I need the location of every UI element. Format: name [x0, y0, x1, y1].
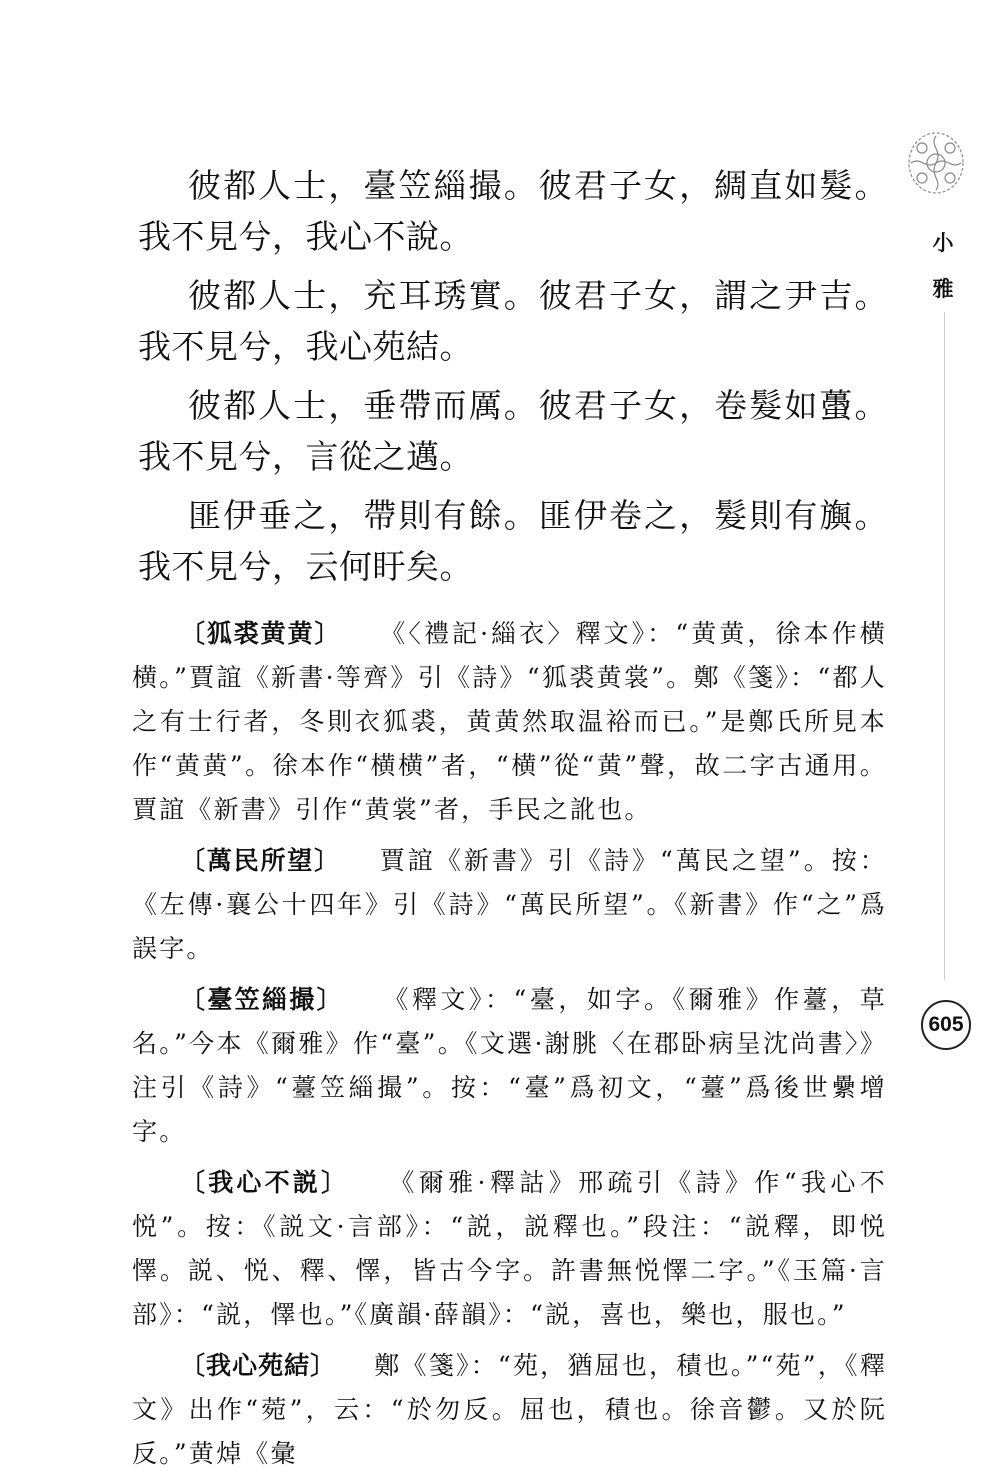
floral-ornament-icon — [905, 128, 967, 198]
note-term: 〔我心苑結〕 — [180, 1351, 337, 1380]
section-title-char: 小 — [932, 231, 954, 255]
poem-stanza: 彼都人士，垂帶而厲。彼君子女，卷髮如蠆。我不見兮，言從之邁。 — [138, 386, 888, 476]
page-number: 605 — [921, 1000, 971, 1050]
annotation-notes — [132, 612, 887, 1483]
note-text: 《〈禮記·緇衣〉釋文》：“黄黄，徐本作横横。”賈誼《新書·等齊》引《詩》“狐裘黄裳”。鄭《箋》：“都人之有士行者，冬則衣狐裘，黄黄然取温裕而已。”是鄭氏所見本作“黄黄”。徐本作“横横”者，“横”從“黄”聲，故二字古通用。賈誼《新書》引作“黄裳”者，手民之訛也。 — [132, 619, 887, 824]
note-text: 《爾雅·釋詁》邢疏引《詩》作“我心不悦”。按：《説文·言部》：“説，説釋也。”段注：“説釋，即悦懌。説、悦、釋、懌，皆古今字。許書無悦懌二字。”《玉篇·言部》：“説，懌也。”《廣韻·薛韻》：“説，喜也，樂也，服也。” — [132, 1168, 887, 1329]
poem-stanza: 彼都人士，臺笠緇撮。彼君子女，綢直如髮。我不見兮，我心不說。 — [138, 166, 888, 256]
section-title-vertical — [928, 220, 958, 312]
note-term: 〔狐裘黄黄〕 — [180, 619, 342, 648]
poem-stanza: 匪伊垂之，帶則有餘。匪伊卷之，髮則有旟。我不見兮，云何盱矣。 — [138, 496, 888, 586]
note-entry — [132, 978, 887, 1154]
section-title-char: 雅 — [932, 277, 954, 301]
note-term: 〔我心不説〕 — [180, 1168, 350, 1197]
note-term: 〔萬民所望〕 — [180, 846, 341, 875]
poem-text — [138, 160, 888, 600]
note-term: 〔臺笠緇撮〕 — [180, 985, 345, 1014]
note-entry — [132, 1344, 887, 1476]
margin-rule — [944, 312, 945, 980]
note-text: 《釋文》：“臺，如字。《爾雅》作薹，草名。”今本《爾雅》作“臺”。《文選·謝朓〈在郡卧病呈沈尚書〉》注引《詩》“薹笠緇撮”。按：“臺”爲初文，“薹”爲後世纍增字。 — [132, 985, 887, 1146]
poem-stanza: 彼都人士，充耳琇實。彼君子女，謂之尹吉。我不見兮，我心苑結。 — [138, 276, 888, 366]
note-entry — [132, 839, 887, 971]
note-text: 鄭《箋》：“苑，猶屈也，積也。”“苑”，《釋文》出作“菀”，云：“於勿反。屈也，積也。徐音鬱。又於阮反。”黄焯《彙 — [132, 1351, 887, 1468]
note-entry — [132, 1161, 887, 1337]
note-text: 賈誼《新書》引《詩》“萬民之望”。按：《左傳·襄公十四年》引《詩》“萬民所望”。《新書》作“之”爲誤字。 — [132, 846, 887, 963]
note-entry — [132, 612, 887, 832]
